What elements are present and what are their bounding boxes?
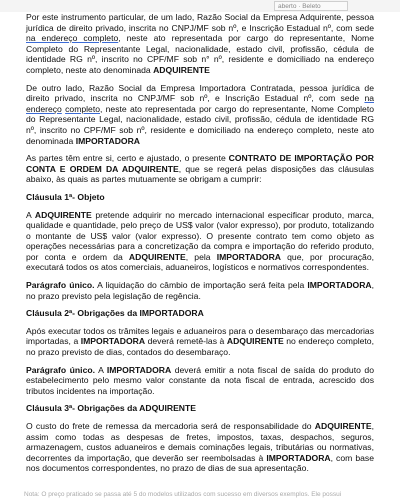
- underlined-address: na endereço completo: [26, 33, 119, 44]
- top-bar: [0, 0, 400, 12]
- contract-document: [26, 12, 374, 481]
- paragraph-agreement: As partes têm entre si, certo e ajustado, o presente CONTRATO DE IMPORTAÇÃO POR CONTA E ORDEM DA ADQUIRENTE, que se regerá pelas disposições das cláusulas abaixo, às quais as partes mutuamente se obrigam a cumprir:: [26, 153, 374, 185]
- clause-1-paragraph: Parágrafo único. A liquidação do câmbio de importação será feita pela IMPORTADORA, no prazo previsto pela legislação de regência.: [26, 280, 375, 301]
- paragraph-adquirente-party: Por este instrumento particular, de um lado, Razão Social da Empresa Adquirente, pessoa jurídica de direito privado, inscrita no CNPJ/MF sob nº, e Inscrição Estadual nº, com sede na endereço completo, neste ato representada por cargo do representante, Nome Completo do Representante Legal, nacionalidade, estado civil, profissão, cédula de identidade RG nº, inscrito no CPF/MF sob n° nº, residente e domiciliado na endereço completo, neste ato denominada ADQUIRENTE: [26, 12, 374, 75]
- clause-1-heading: Cláusula 1ª- Objeto: [26, 191, 105, 202]
- paragraph-importadora-party: De outro lado, Razão Social da Empresa Importadora Contratada, pessoa jurídica de direito privado, inscrita no CNPJ/MF sob nº, e Inscrição Estadual nº, com sede na endereço completo, neste ato representada por cargo do representante, Nome Completo do Representante Legal, nacionalidade, estado civil, profissão, cédula de identidade RG nº, inscrito no CPF/MF sob nº, residente e domiciliado na endereço completo, neste ato denominada IMPORTADORA: [26, 82, 375, 146]
- clause-2-heading: Cláusula 2ª- Obrigações da IMPORTADORA: [26, 308, 204, 319]
- clause-2-body: Após executar todos os trâmites legais e aduaneiros para o desembaraço das mercadorias importadas, a IMPORTADORA deverá remetê-las à ADQUIRENTE no endereço completo, no prazo previsto de dias, contados do desembaraço.: [26, 325, 374, 358]
- clause-3-body: O custo do frete de remessa da mercadoria será de responsabilidade do ADQUIRENTE, assim como todas as despesas de fretes, impostos, taxas, despachos, seguros, armazenagem, custos aduaneiros e demais cominações legais, tributárias ou normativas, decorrentes da importação, que deverão ser reembolsadas à IMPORTADORA, com base nos documentos correspondentes, no prazo de dias de sua apresentação.: [26, 421, 374, 474]
- underlined-address: na endereço: [26, 93, 374, 114]
- top-search-box[interactable]: aberto · Beleto: [274, 1, 348, 11]
- footer-note: Nota: O preço praticado se passa até 5 do modelos utilizados com sucesso em diversos exemplos. Ele possui: [24, 491, 342, 498]
- underlined-address-cont: completo: [65, 103, 100, 114]
- clause-2-paragraph: Parágrafo único. A IMPORTADORA deverá emitir a nota fiscal de saída do produto do estabelecimento pelo mesmo valor constante da nota fiscal de entrada, acrescido dos tributos incidentes na importação.: [26, 364, 374, 396]
- clause-1-body: A ADQUIRENTE pretende adquirir no mercado internacional especificar produto, marca, qualidade e quantidade, pelo preço de US$ valor (valor expresso), por produto, totalizando o montante de US$ valor (valor expresso). O presente contrato tem como objeto as operações necessárias para a concretização da compra e importação do referido produto, por conta e ordem da ADQUIRENTE, pela IMPORTADORA que, por procuração, executará todos os atos comerciais, aduaneiros, logísticos e normativos correspondentes.: [26, 209, 374, 273]
- clause-3-heading: Cláusula 3ª- Obrigações da ADQUIRENTE: [26, 403, 196, 414]
